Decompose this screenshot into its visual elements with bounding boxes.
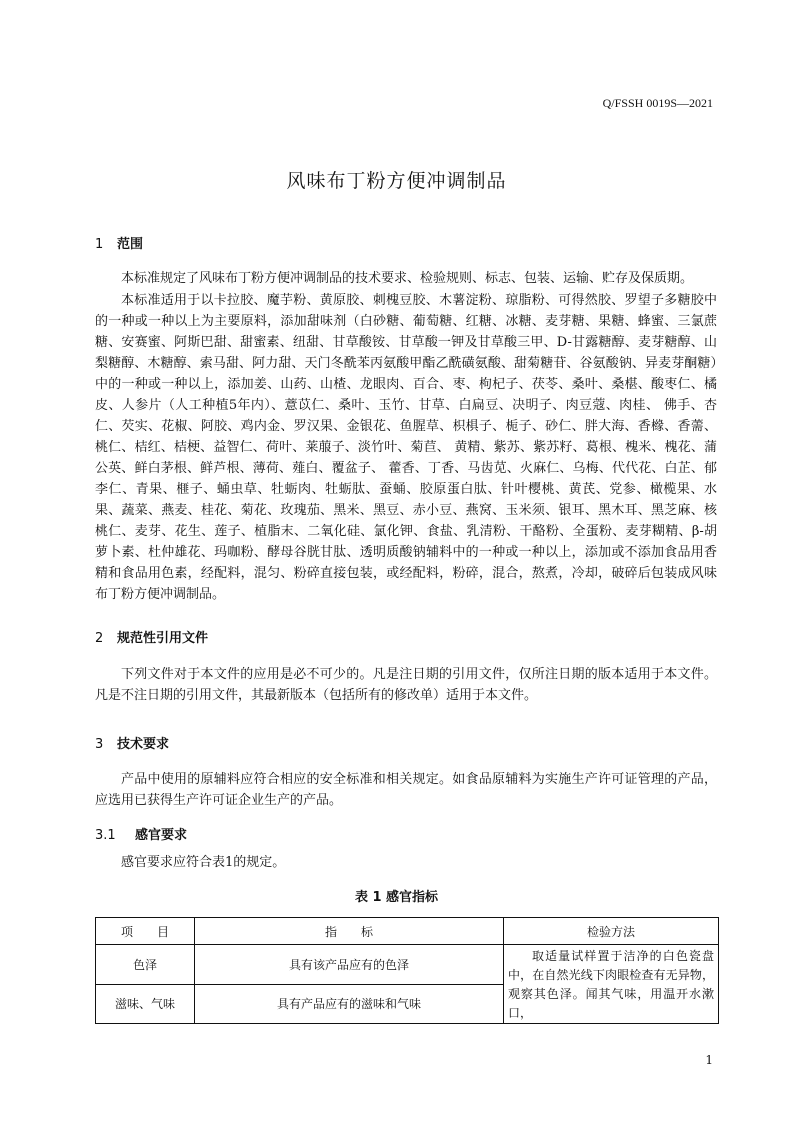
requirements-paragraph: 产品中使用的原辅料应符合相应的安全标准和相关规定。如食品原辅料为实施生产许可证管理的产品，应选用已获得生产许可证企业生产的产品。 [95, 772, 717, 808]
section-3-1-heading [95, 824, 187, 843]
sensory-table [95, 917, 719, 1024]
section-number: 1 [95, 237, 104, 252]
references-paragraph: 下列文件对于本文件的应用是必不可少的。凡是注日期的引用文件，仅所注日期的版本适用于本文件。凡是不注日期的引用文件，其最新版本（包括所有的修改单）适用于本文件。 [95, 667, 717, 703]
row-item: 滋味、气味 [96, 984, 195, 1024]
table-header-row [96, 918, 719, 945]
row-index: 具有该产品应有的色泽 [195, 945, 504, 985]
method-cell: 取适量试样置于洁净的白色瓷盘中，在自然光线下肉眼检查有无异物，观察其色泽。闻其气味，用温开水漱口， [504, 945, 719, 1024]
section-title: 感官要求 [135, 828, 188, 843]
row-index: 具有产品应有的滋味和气味 [195, 984, 504, 1024]
section-1-heading [95, 233, 143, 252]
section-number: 2 [95, 631, 104, 646]
section-title: 技术要求 [117, 737, 170, 752]
header-index: 指 标 [195, 918, 504, 945]
page-number: 1 [705, 1053, 713, 1067]
document-title: 风味布丁粉方便冲调制品 [286, 170, 507, 192]
section-title: 范围 [117, 237, 144, 252]
section-3-heading [95, 733, 169, 752]
table-caption: 表 1 感官指标 [354, 890, 439, 905]
table-row [96, 945, 719, 985]
header-item: 项 目 [96, 918, 195, 945]
scope-paragraph-1: 本标准规定了风味布丁粉方便冲调制品的技术要求、检验规则、标志、包装、运输、贮存及保质期。 [121, 271, 694, 286]
row-item: 色泽 [96, 945, 195, 985]
section-2-heading [95, 627, 208, 646]
sensory-paragraph: 感官要求应符合表1的规定。 [121, 855, 286, 870]
header-method: 检验方法 [504, 918, 719, 945]
section-number: 3.1 [95, 828, 116, 843]
scope-paragraph-2: 本标准适用于以卡拉胶、魔芋粉、黄原胶、刺槐豆胶、木薯淀粉、琼脂粉、可得然胶、罗望子多糖胶中的一种或一种以上为主要原料，添加甜味剂（白砂糖、葡萄糖、红糖、冰糖、麦芽糖、果糖、蜂蜜、三氯蔗糖、安赛蜜、阿斯巴甜、甜蜜素、纽甜、甘草酸铵、甘草酸一钾及甘草酸三甲、D-甘露糖醇、麦芽糖醇、山梨糖醇、木糖醇、索马甜、阿力甜、天门冬酰苯丙氨酸甲酯乙酰磺氨酸、甜菊糖苷、谷氨酸钠、异麦芽酮糖）中的一种或一种以上，添加姜、山药、山楂、龙眼肉、百合、枣、枸杞子、茯苓、桑叶、桑椹、酸枣仁、橘皮、人参片（人工种植5年内）、薏苡仁、桑叶、玉竹、甘草、白扁豆、决明子、肉豆蔻、肉桂、 佛手、杏仁、芡实、花椒、阿胶、鸡内金、罗汉果、金银花、鱼腥草、枳椇子、栀子、砂仁、胖大海、香橼、香薷、桃仁、桔红、桔梗、益智仁、荷叶、莱菔子、淡竹叶、菊苣、 黄精、紫苏、紫苏籽、葛根、槐米、槐花、蒲公英、鲜白茅根、鲜芦根、薄荷、薤白、覆盆子、 藿香、丁香、马齿苋、火麻仁、乌梅、代代花、白芷、郁李仁、青果、榧子、蛹虫草、牡蛎肉、牡蛎肽、蚕蛹、胶原蛋白肽、针叶樱桃、黄芪、党参、橄榄果、水果、蔬菜、燕麦、桂花、菊花、玫瑰茄、黑米、黑豆、赤小豆、燕窝、玉米须、银耳、黑木耳、黑芝麻、核桃仁、麦芽、花生、莲子、植脂末、二氧化硅、氯化钾、食盐、乳清粉、干酪粉、全蛋粉、麦芽糊精、β-胡萝卜素、杜仲雄花、玛咖粉、酵母谷胱甘肽、透明质酸钠辅料中的一种或一种以上，添加或不添加食品用香精和食品用色素，经配料，混匀、粉碎直接包装，或经配料，粉碎，混合，熬煮，冷却，破碎后包装成风味布丁粉方便冲调制品。 [95, 293, 717, 602]
section-number: 3 [95, 737, 104, 752]
section-title: 规范性引用文件 [117, 631, 209, 646]
document-code: Q/FSSH 0019S—2021 [602, 96, 713, 110]
